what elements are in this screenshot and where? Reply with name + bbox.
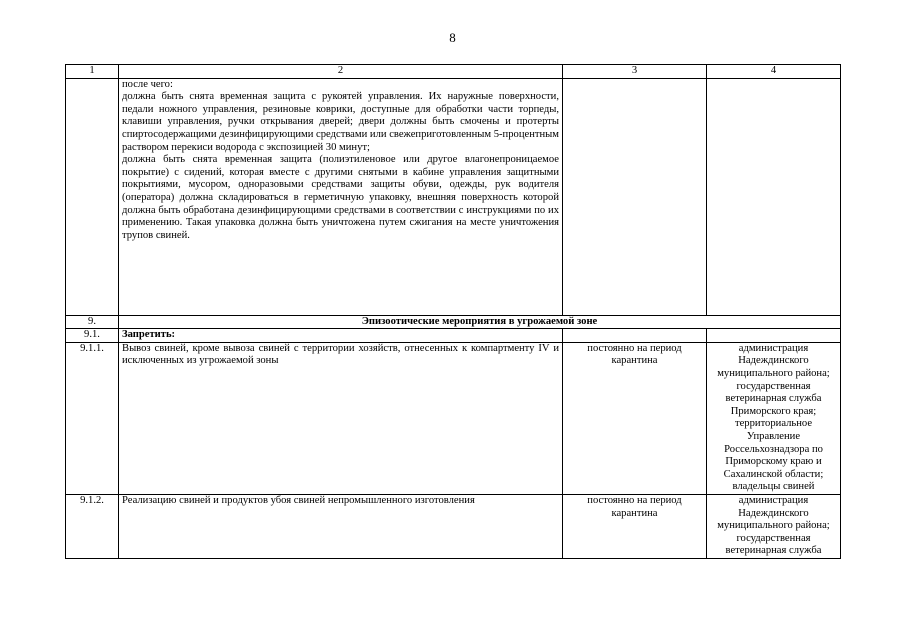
row-term: постоянно на период карантина (563, 494, 707, 558)
table-row (66, 494, 841, 558)
table-row (66, 342, 841, 494)
responsible-line: владельцы свиней (732, 481, 815, 493)
continuation-row (66, 78, 841, 315)
subsection-row (66, 329, 841, 343)
continuation-text-cell (119, 78, 563, 315)
responsible-line: администрация (738, 494, 809, 506)
responsible-line: Россельхознадзора по (724, 443, 823, 455)
subsection-title: Запретить: (119, 329, 563, 343)
continuation-paragraph: должна быть снята временная защита с рукоятей управления. Их наружные поверхности, педали ножного управления, резиновые коврики, доступные для обработки части торпеды, клавиши управления, ручки открывания дверей; двери должны быть смочены и протерты спиртосодержащими дезинфицирующими средствами или свежеприготовленным 5-процентным раствором перекиси водорода с экспозицией 30 минут; (122, 91, 559, 153)
row-number: 9.1.2. (66, 494, 119, 558)
continuation-paragraph: должна быть снята временная защита (полиэтиленовое или другое влагонепроницаемое покрытие) с сидений, которая вместе с другими снятыми в кабине управления защитными покрытиями, мусором, одноразовыми средствами защиты обуви, одежды, рук водителя (оператора) должна складироваться в герметичную упаковку, внешняя поверхность которой должна быть обработана дезинфицирующими средствами в соответствии с инструкциями по их применению. Такая упаковка должна быть уничтожена путем сжигания на месте уничтожения трупов свиней. (122, 154, 559, 241)
measures-table (65, 64, 841, 559)
section-title: Эпизоотические мероприятия в угрожаемой зоне (119, 315, 841, 329)
row-number: 9.1.1. (66, 342, 119, 494)
responsible-line: ветеринарная служба (725, 393, 822, 405)
responsible-line: Сахалинской области; (723, 468, 824, 480)
column-header-1: 1 (66, 65, 119, 79)
subsection-term-cell (563, 329, 707, 343)
responsible-line: государственная (736, 532, 811, 544)
subsection-number: 9.1. (66, 329, 119, 343)
continuation-responsible-cell (707, 78, 841, 315)
responsible-line: территориальное (734, 418, 813, 430)
responsible-line: Надеждинского (738, 355, 809, 367)
page-number: 8 (449, 30, 456, 45)
continuation-paragraph: после чего: (122, 78, 173, 90)
table-header-row (66, 65, 841, 79)
row-responsible (707, 342, 841, 494)
section-number: 9. (66, 315, 119, 329)
continuation-num-cell (66, 78, 119, 315)
column-header-2: 2 (119, 65, 563, 79)
responsible-line: Приморскому краю и (725, 456, 822, 468)
subsection-responsible-cell (707, 329, 841, 343)
responsible-line: администрация (738, 342, 809, 354)
responsible-line: государственная (736, 380, 811, 392)
row-measure-text: Вывоз свиней, кроме вывоза свиней с территории хозяйств, отнесенных к компартменту IV и исключенных из угрожаемой зоны (119, 342, 563, 494)
column-header-4: 4 (707, 65, 841, 79)
responsible-line: ветеринарная служба (725, 545, 822, 557)
responsible-line: муниципального района; (717, 367, 830, 379)
responsible-line: Приморского края; (730, 405, 817, 417)
row-responsible (707, 494, 841, 558)
responsible-line: Управление (746, 430, 801, 442)
row-measure-text: Реализацию свиней и продуктов убоя свиней непромышленного изготовления (119, 494, 563, 558)
row-term: постоянно на период карантина (563, 342, 707, 494)
section-row (66, 315, 841, 329)
responsible-line: муниципального района; (717, 520, 830, 532)
column-header-3: 3 (563, 65, 707, 79)
responsible-line: Надеждинского (738, 507, 809, 519)
continuation-term-cell (563, 78, 707, 315)
